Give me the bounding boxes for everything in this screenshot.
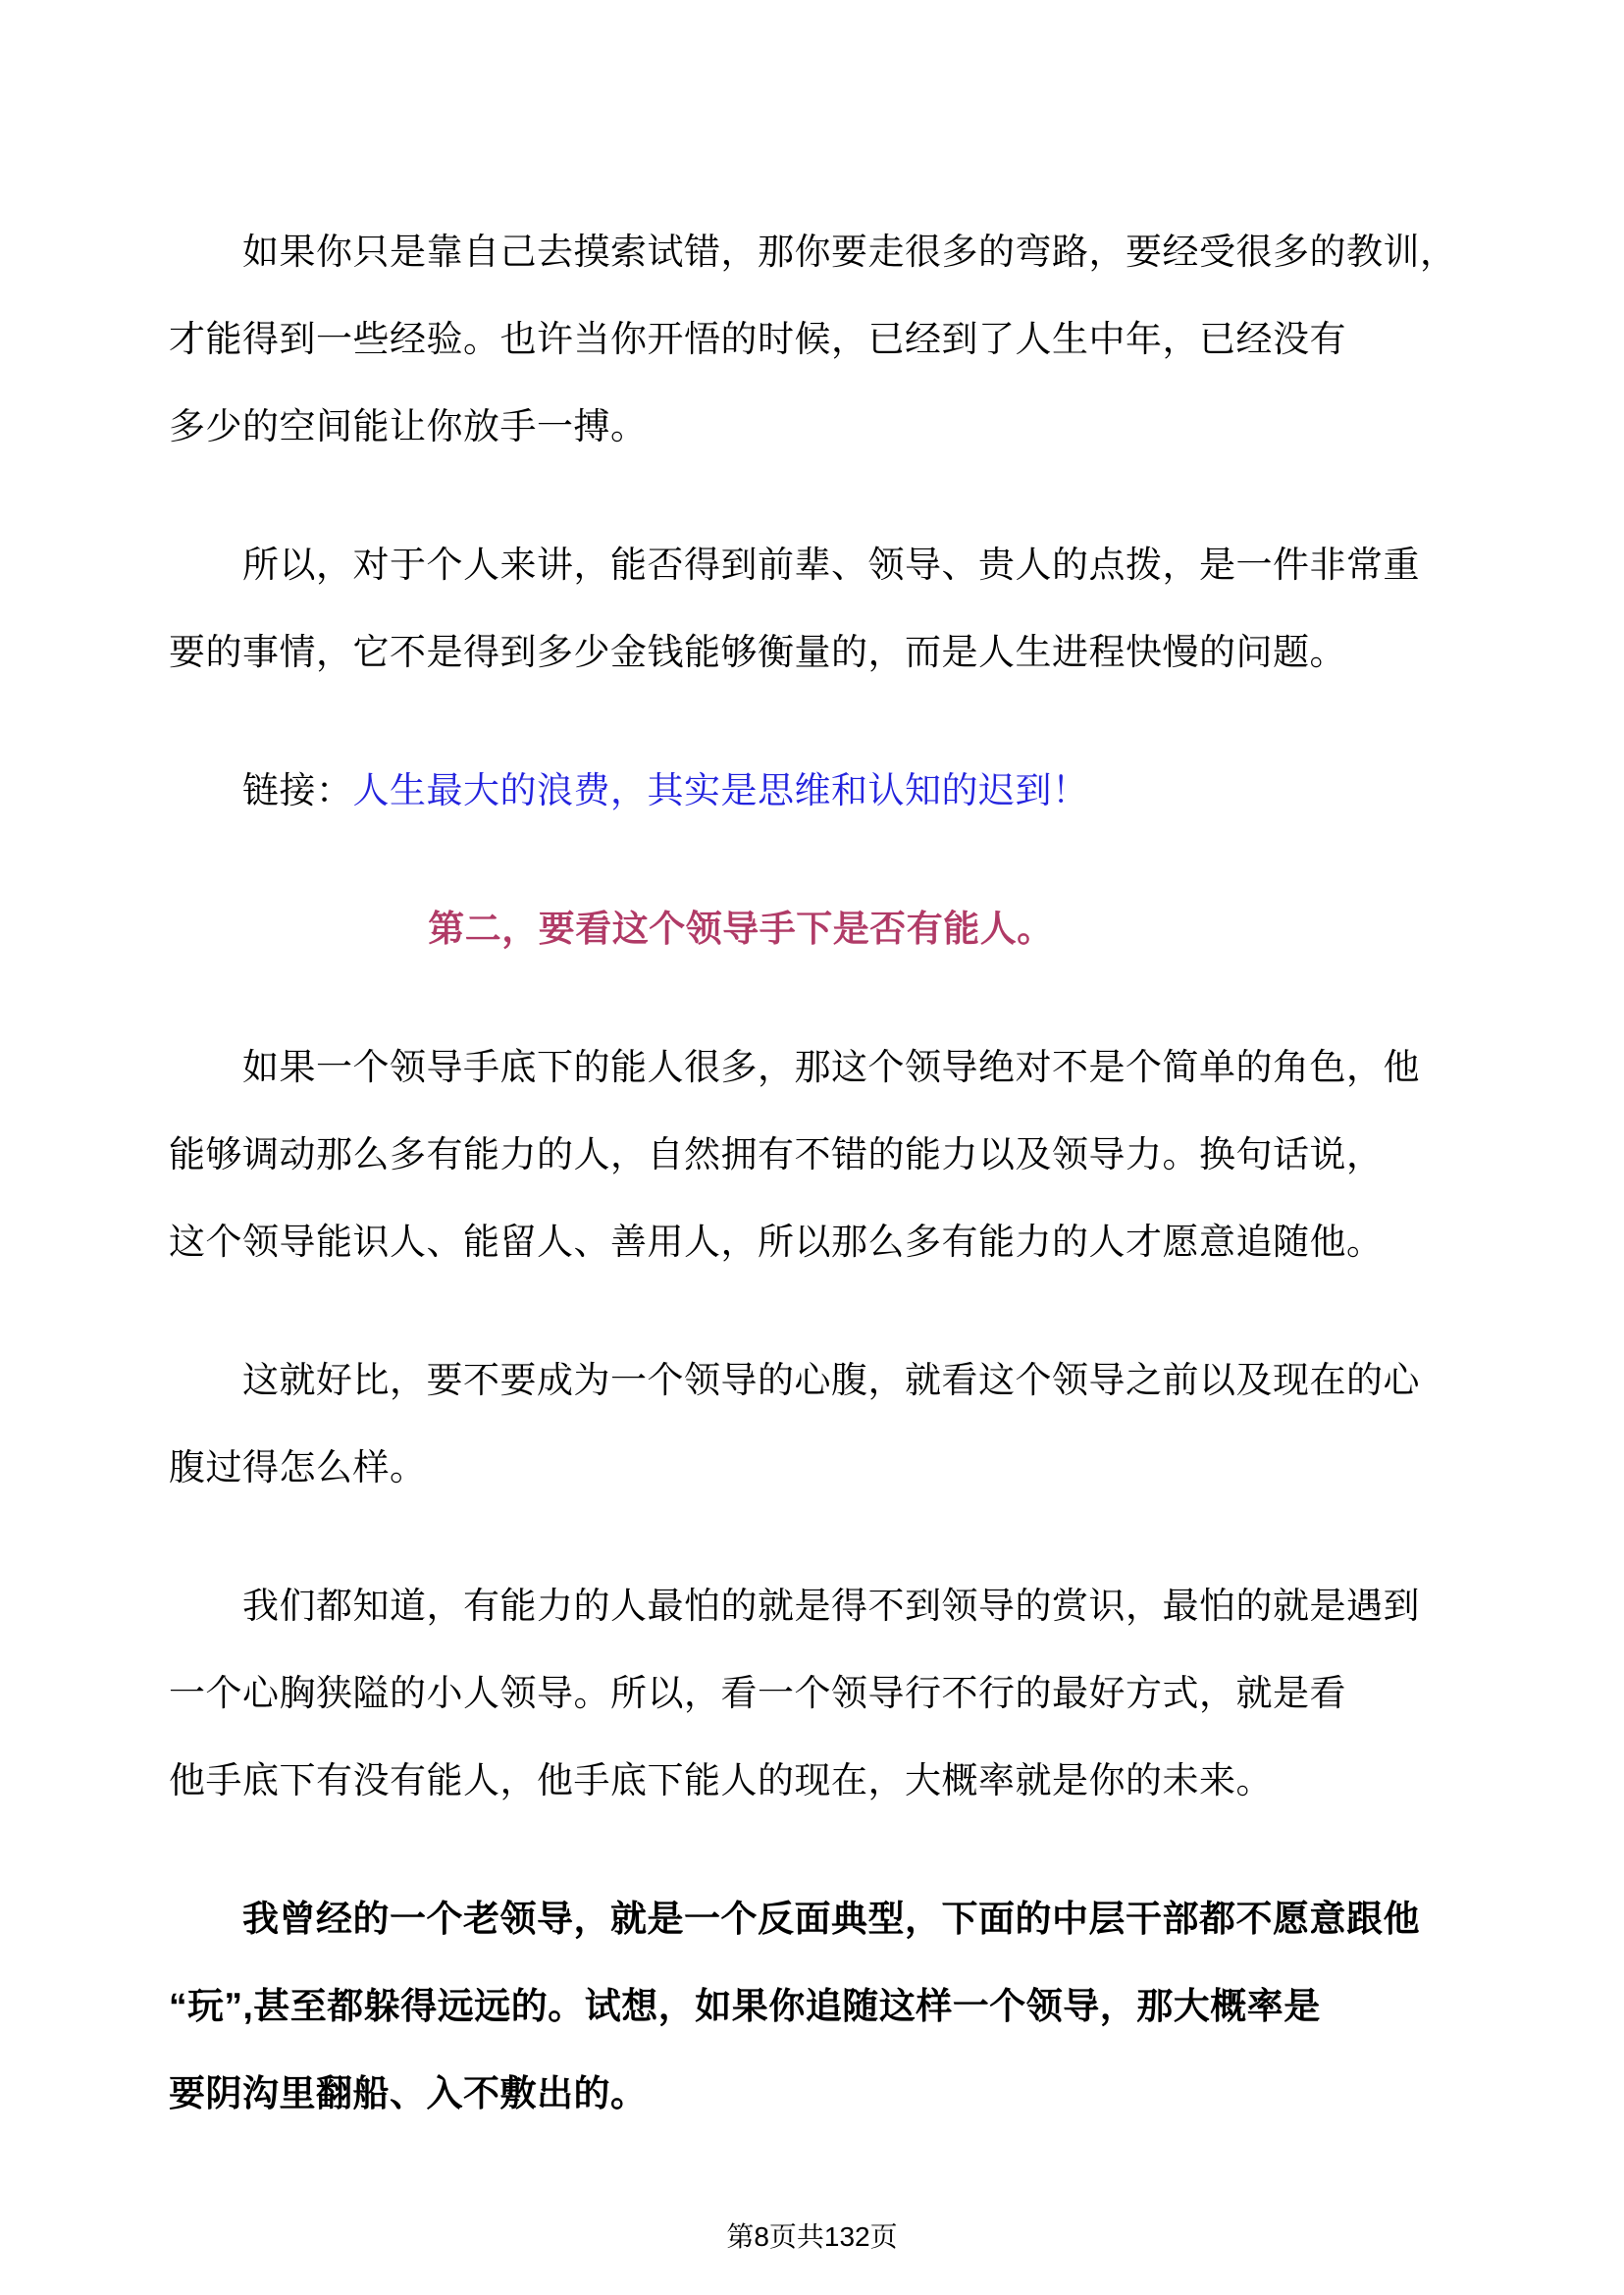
section-heading: 第二，要看这个领导手下是否有能人。	[428, 909, 1054, 949]
text-line: 这个领导能识人、能留人、善用人，所以那么多有能力的人才愿意追随他。	[169, 1222, 1384, 1262]
body-paragraph	[169, 1336, 1466, 1511]
text-line: 如果一个领导手底下的能人很多，那这个领导绝对不是个简单的角色，他	[242, 1047, 1420, 1087]
text-line: 多少的空间能让你放手一搏。	[169, 406, 648, 446]
body-paragraph	[169, 1023, 1466, 1285]
text-line: “玩”,甚至都躲得远远的。试想，如果你追随这样一个领导，那大概率是	[169, 1986, 1321, 2026]
page-number-footer: 第8页共132页	[726, 2221, 898, 2252]
text-line: 他手底下有没有能人，他手底下能人的现在，大概率就是你的未来。	[169, 1760, 1273, 1800]
text-line: 我们都知道，有能力的人最怕的就是得不到领导的赏识，最怕的就是遇到	[242, 1586, 1420, 1626]
text-line: 所以，对于个人来讲，能否得到前辈、领导、贵人的点拨，是一件非常重	[242, 545, 1420, 585]
text-line: 才能得到一些经验。也许当你开悟的时候，已经到了人生中年，已经没有	[169, 319, 1346, 359]
text-line: 要阴沟里翻船、入不敷出的。	[169, 2073, 648, 2113]
text-line: 要的事情，它不是得到多少金钱能够衡量的，而是人生进程快慢的问题。	[169, 632, 1346, 672]
text-line	[169, 747, 1466, 834]
document-content	[169, 208, 1466, 2188]
link-prefix-label: 链接：	[242, 770, 353, 810]
body-paragraph	[169, 1562, 1466, 1824]
text-line: 能够调动那么多有能力的人，自然拥有不错的能力以及领导力。换句话说，	[169, 1134, 1384, 1174]
article-hyperlink[interactable]: 人生最大的浪费，其实是思维和认知的迟到！	[352, 770, 1089, 810]
body-paragraph	[169, 208, 1466, 470]
link-paragraph	[169, 747, 1466, 834]
text-line: 这就好比，要不要成为一个领导的心腹，就看这个领导之前以及现在的心	[242, 1360, 1420, 1400]
text-line: 我曾经的一个老领导，就是一个反面典型，下面的中层干部都不愿意跟他	[242, 1899, 1420, 1939]
body-paragraph	[169, 521, 1466, 696]
text-line: 一个心胸狭隘的小人领导。所以，看一个领导行不行的最好方式，就是看	[169, 1673, 1346, 1713]
bold-paragraph	[169, 1875, 1466, 2137]
text-line: 如果你只是靠自己去摸索试错，那你要走很多的弯路，要经受很多的教训，	[242, 232, 1457, 272]
text-line: 腹过得怎么样。	[169, 1447, 427, 1487]
